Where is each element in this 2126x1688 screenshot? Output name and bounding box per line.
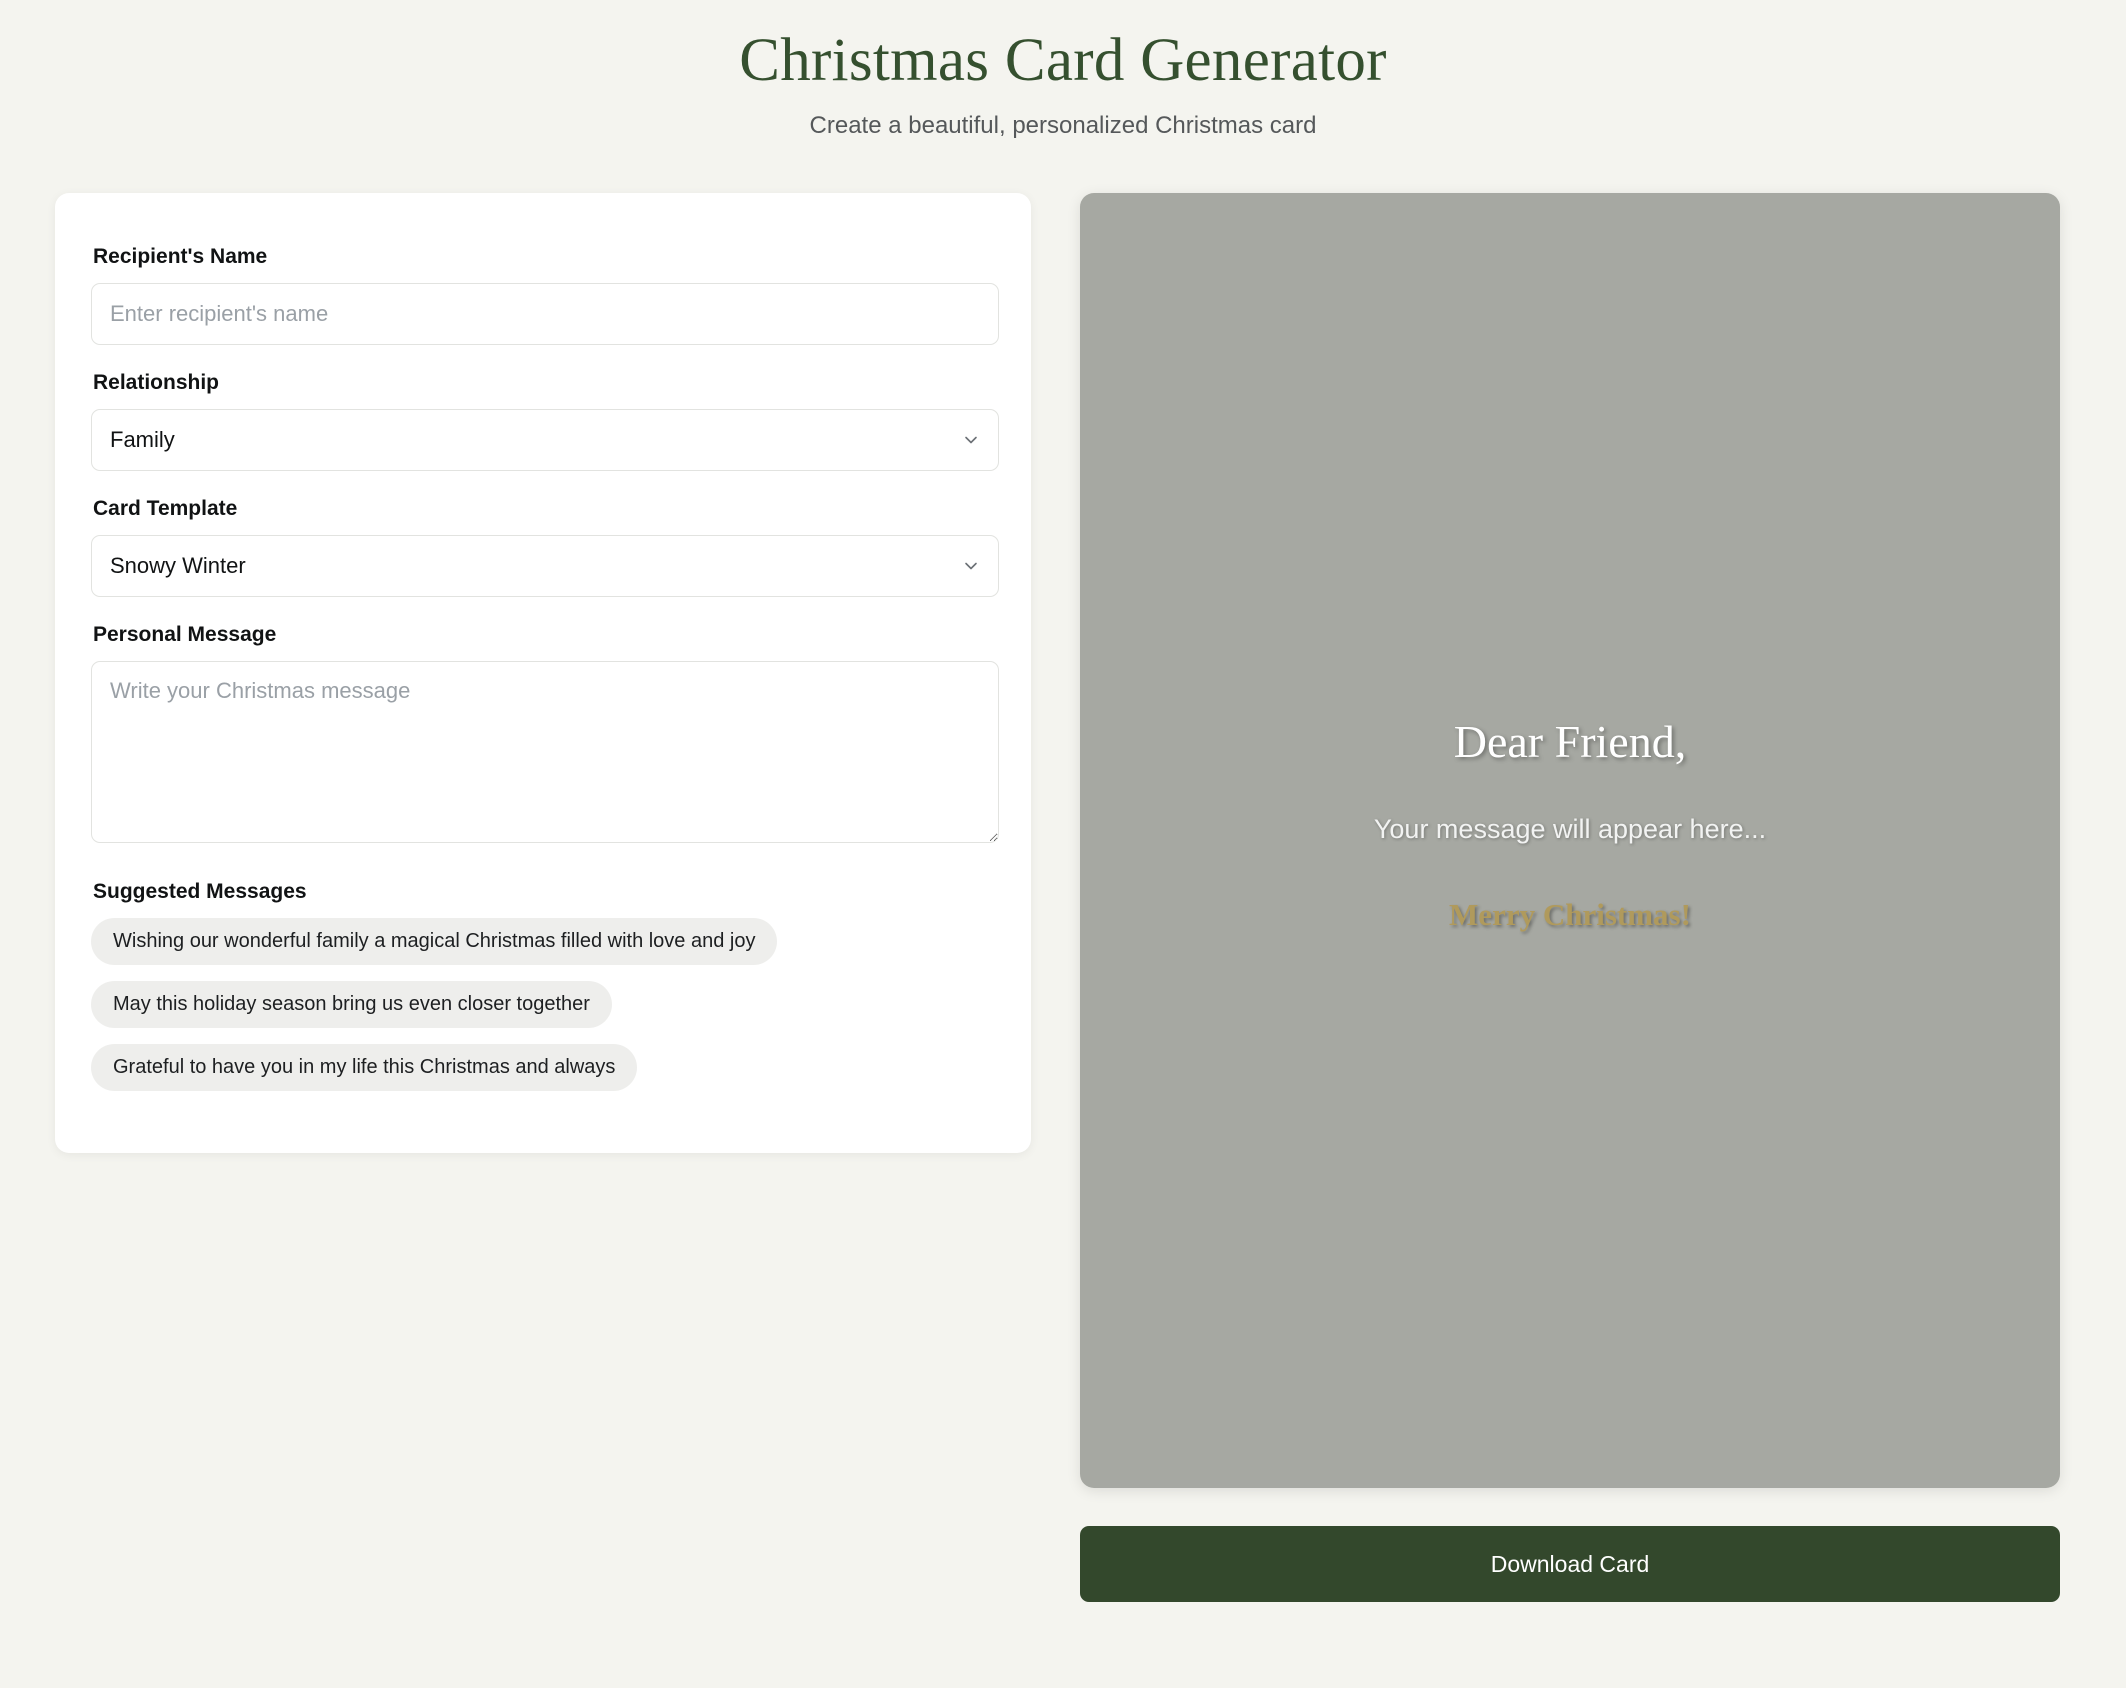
- page-title: Christmas Card Generator: [739, 27, 1387, 94]
- suggested-message-chip[interactable]: May this holiday season bring us even closer together: [91, 981, 612, 1028]
- card-signoff-text: Merry Christmas!: [1449, 897, 1691, 932]
- recipient-name-input[interactable]: [91, 283, 999, 345]
- relationship-select-wrap: [91, 409, 999, 471]
- suggested-message-row: [91, 981, 995, 1044]
- relationship-select[interactable]: Family: [91, 409, 999, 471]
- recipient-field-group: [91, 245, 995, 345]
- download-card-button[interactable]: Download Card: [1080, 1526, 2060, 1602]
- card-message-text: Your message will appear here...: [1373, 814, 1767, 844]
- personal-message-textarea[interactable]: [91, 661, 999, 843]
- message-field-group: [91, 623, 995, 848]
- card-preview-panel: [1080, 193, 2060, 1602]
- suggested-message-row: [91, 1044, 995, 1107]
- page-header: [0, 0, 2126, 140]
- suggested-messages-section: [91, 880, 995, 1107]
- relationship-field-group: [91, 371, 995, 471]
- suggested-message-row: [91, 918, 995, 981]
- card-preview: [1080, 193, 2060, 1488]
- template-field-group: [91, 497, 995, 597]
- card-template-label: Card Template: [93, 497, 238, 520]
- suggested-message-chip[interactable]: Wishing our wonderful family a magical Christmas filled with love and joy: [91, 918, 777, 965]
- card-greeting-text: Dear Friend,: [1453, 716, 1687, 767]
- card-template-select[interactable]: Snowy Winter: [91, 535, 999, 597]
- recipient-name-label: Recipient's Name: [93, 245, 268, 268]
- card-form-panel: [55, 193, 1031, 1153]
- card-preview-content: [1080, 193, 2060, 933]
- relationship-label: Relationship: [93, 371, 220, 394]
- suggested-message-chip[interactable]: Grateful to have you in my life this Christmas and always: [91, 1044, 637, 1091]
- personal-message-label: Personal Message: [93, 623, 277, 646]
- card-template-select-wrap: [91, 535, 999, 597]
- suggested-messages-label: Suggested Messages: [93, 880, 307, 903]
- page-subtitle: Create a beautiful, personalized Christmas card: [809, 112, 1317, 140]
